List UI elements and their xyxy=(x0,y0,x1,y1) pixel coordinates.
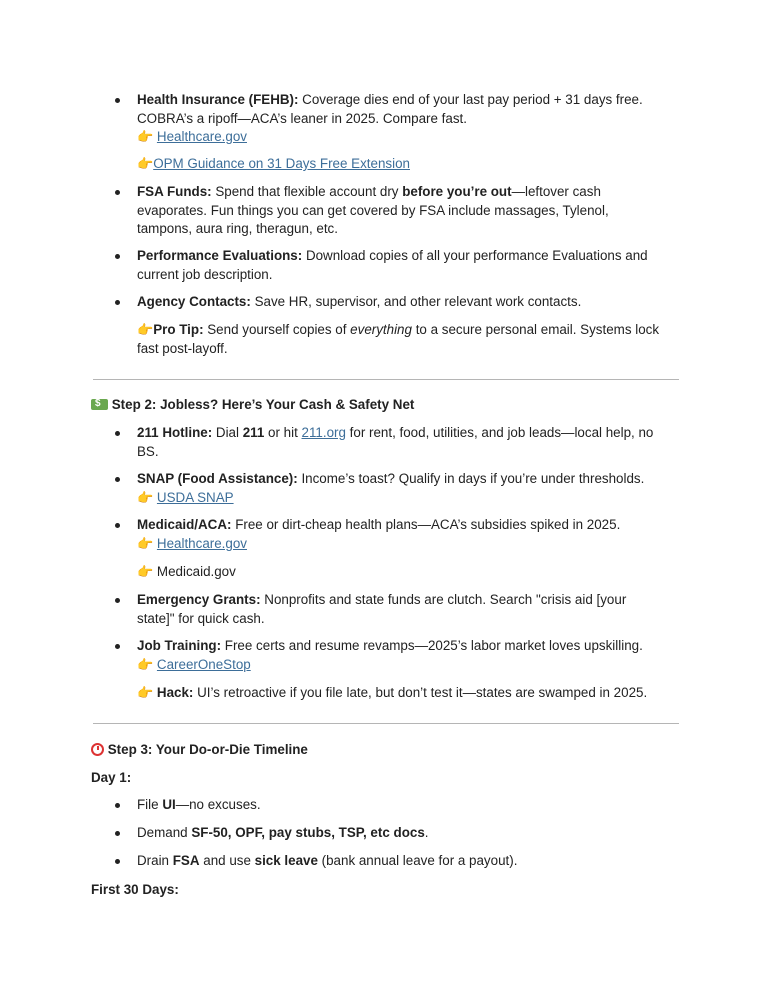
demand-text: Demand xyxy=(137,825,192,840)
protip-text-2: fast post-layoff. xyxy=(137,340,228,356)
health-text: Coverage dies end of your last pay period + 31 days free. xyxy=(298,92,643,107)
list-item-snap xyxy=(137,470,682,507)
medicaid-label: Medicaid/ACA: xyxy=(137,517,232,532)
step3-heading xyxy=(91,741,308,760)
training-label: Job Training: xyxy=(137,638,222,653)
protip-label: Pro Tip: xyxy=(153,322,204,337)
first-30-days-heading: First 30 Days: xyxy=(91,882,179,897)
healthcare-gov-link[interactable]: Healthcare.gov xyxy=(156,129,247,144)
protip-text-b: to a secure personal email. Systems lock xyxy=(411,322,660,337)
pointing-hand-icon: 👉 xyxy=(137,129,154,144)
money-with-wings-icon xyxy=(91,399,108,410)
pointing-hand-icon: 👉 xyxy=(137,489,154,505)
drain-text-3: (bank annual leave for a payout). xyxy=(317,853,518,868)
list-item-medicaid-aca xyxy=(137,516,682,553)
health-label: Health Insurance (FEHB): xyxy=(137,92,299,107)
careeronestop-link[interactable]: CareerOneStop xyxy=(156,656,251,672)
pointing-hand-icon: 👉 xyxy=(137,564,154,579)
list-item-file-ui xyxy=(137,796,682,815)
list-item-fsa-funds xyxy=(137,183,682,239)
drain-bold-2: sick leave xyxy=(254,853,318,868)
list-item-health-insurance xyxy=(137,91,682,147)
protip-italic: everything xyxy=(350,322,412,337)
list-item-performance-evaluations xyxy=(137,247,682,284)
training-text: Free certs and resume revamps—2025’s labor market loves upskilling. xyxy=(221,638,643,653)
list-item-emergency-grants xyxy=(137,591,682,628)
list-item-job-training xyxy=(137,637,682,674)
drain-text: Drain xyxy=(137,853,173,868)
hack-tip xyxy=(137,684,682,703)
drain-bold: FSA xyxy=(172,853,200,868)
demand-bold: SF-50, OPF, pay stubs, TSP, etc docs xyxy=(191,825,425,840)
medicaid-gov-line xyxy=(137,563,682,582)
snap-text: Income’s toast? Qualify in days if you’re under thresholds. xyxy=(297,471,645,486)
list-item-agency-contacts xyxy=(137,293,682,312)
hotline-number: 211 xyxy=(242,425,265,440)
alarm-clock-icon xyxy=(91,743,104,756)
pointing-hand-icon: 👉 xyxy=(137,156,154,171)
fsa-label: FSA Funds: xyxy=(137,184,212,199)
perf-label: Performance Evaluations: xyxy=(137,248,303,263)
list-item-211-hotline xyxy=(137,424,682,461)
pointing-hand-icon: 👉 xyxy=(137,535,154,551)
protip-text: Send yourself copies of xyxy=(203,322,351,337)
medicaid-gov-text: Medicaid.gov xyxy=(156,564,236,579)
hack-text: UI’s retroactive if you file late, but don’t test it—states are swamped in 2025. xyxy=(193,685,648,700)
pro-tip xyxy=(137,321,682,358)
healthcare-gov-link-2[interactable]: Healthcare.gov xyxy=(156,535,247,551)
grants-text: Nonprofits and state funds are clutch. Search "crisis aid [your xyxy=(260,592,627,607)
perf-text-2: current job description. xyxy=(137,266,273,282)
pointing-hand-icon: 👉 xyxy=(137,685,154,700)
hotline-text-2: or hit xyxy=(264,425,302,440)
list-item-drain-fsa xyxy=(137,852,682,871)
file-ui-text-2: —no excuses. xyxy=(175,797,261,812)
snap-label: SNAP (Food Assistance): xyxy=(137,471,298,486)
divider xyxy=(93,723,679,724)
hotline-text: Dial xyxy=(212,425,243,440)
pointing-hand-icon: 👉 xyxy=(137,656,154,672)
pointing-hand-icon: 👉 xyxy=(137,322,154,337)
drain-text-2: and use xyxy=(199,853,255,868)
opm-guidance-line xyxy=(137,155,682,174)
contacts-text: Save HR, supervisor, and other relevant work contacts. xyxy=(250,294,582,309)
211-org-link[interactable]: 211.org xyxy=(301,425,346,440)
step3-heading-text: Step 3: Your Do-or-Die Timeline xyxy=(107,742,308,757)
day1-heading: Day 1: xyxy=(91,770,132,785)
list-item-demand-docs xyxy=(137,824,682,843)
fsa-text-2: evaporates. Fun things you can get covered by FSA include massages, Tylenol, xyxy=(137,202,609,218)
hotline-text-4: BS. xyxy=(137,443,159,459)
hotline-text-3: for rent, food, utilities, and job leads—local help, no xyxy=(345,425,654,440)
divider xyxy=(93,379,679,380)
usda-snap-link[interactable]: USDA SNAP xyxy=(156,489,234,505)
fsa-bold: before you’re out xyxy=(402,184,512,199)
file-ui-bold: UI xyxy=(162,797,176,812)
demand-text-2: . xyxy=(424,825,429,840)
step2-heading xyxy=(91,396,414,415)
grants-text-2: state]" for quick cash. xyxy=(137,610,265,626)
file-ui-text: File xyxy=(137,797,163,812)
opm-guidance-link[interactable]: OPM Guidance on 31 Days Free Extension xyxy=(153,156,410,171)
hack-label: Hack: xyxy=(156,685,194,700)
fsa-text: Spend that flexible account dry xyxy=(211,184,403,199)
hotline-label: 211 Hotline: xyxy=(137,425,213,440)
medicaid-text: Free or dirt-cheap health plans—ACA’s subsidies spiked in 2025. xyxy=(231,517,621,532)
step2-heading-text: Step 2: Jobless? Here’s Your Cash & Safety Net xyxy=(111,397,415,412)
perf-text: Download copies of all your performance Evaluations and xyxy=(302,248,648,263)
fsa-text-3: tampons, aura ring, theragun, etc. xyxy=(137,221,338,236)
contacts-label: Agency Contacts: xyxy=(137,294,251,309)
fsa-text-b: —leftover cash xyxy=(511,184,601,199)
grants-label: Emergency Grants: xyxy=(137,592,261,607)
health-text-2: COBRA’s a ripoff—ACA’s leaner in 2025. Compare fast. xyxy=(137,110,467,126)
